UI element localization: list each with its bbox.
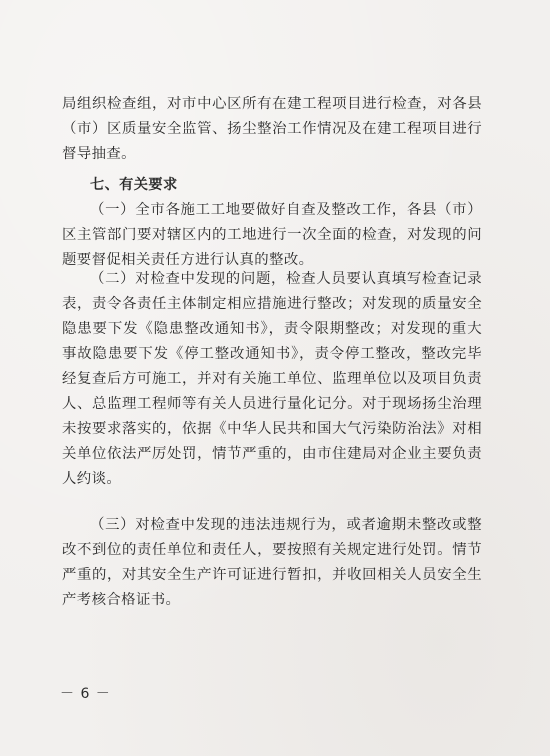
requirement-item-2	[62, 267, 482, 492]
section-heading	[90, 173, 510, 198]
page-number: － 6 －	[60, 686, 111, 702]
requirement-item-1	[62, 198, 482, 273]
requirement-item-3	[62, 513, 482, 613]
requirement-item-1-text: （一）全市各施工工地要做好自查及整改工作，各县（市）区主管部门要对辖区内的工地进行一次全面的检查，对发现的问题要督促相关责任方进行认真的整改。	[62, 202, 482, 268]
requirement-item-3-text: （三）对检查中发现的违法违规行为，或者逾期未整改或整改不到位的责任单位和责任人，要按照有关规定进行处罚。情节严重的，对其安全生产许可证进行暂扣，并收回相关人员安全生产考核合格证书。	[62, 517, 482, 608]
paragraph-text: 局组织检查组，对市中心区所有在建工程项目进行检查，对各县（市）区质量安全监管、扬尘整治工作情况及在建工程项目进行督导抽查。	[62, 96, 482, 162]
requirement-item-2-text: （二）对检查中发现的问题，检查人员要认真填写检查记录表，责令各责任主体制定相应措施进行整改；对发现的质量安全隐患要下发《隐患整改通知书》，责令限期整改；对发现的重大事故隐患要下发《停工整改通知书》，责令停工整改，整改完毕经复查后方可施工，并对有关施工单位、监理单位以及项目负责人、总监理工程师等有关人员进行量化记分。对于现场扬尘治理未按要求落实的，依据《中华人民共和国大气污染防治法》对相关单位依法严厉处罚，情节严重的，由市住建局对企业主要负责人约谈。	[62, 271, 482, 487]
section-heading-text: 七、有关要求	[90, 177, 178, 193]
paragraph-continuation	[62, 92, 482, 167]
